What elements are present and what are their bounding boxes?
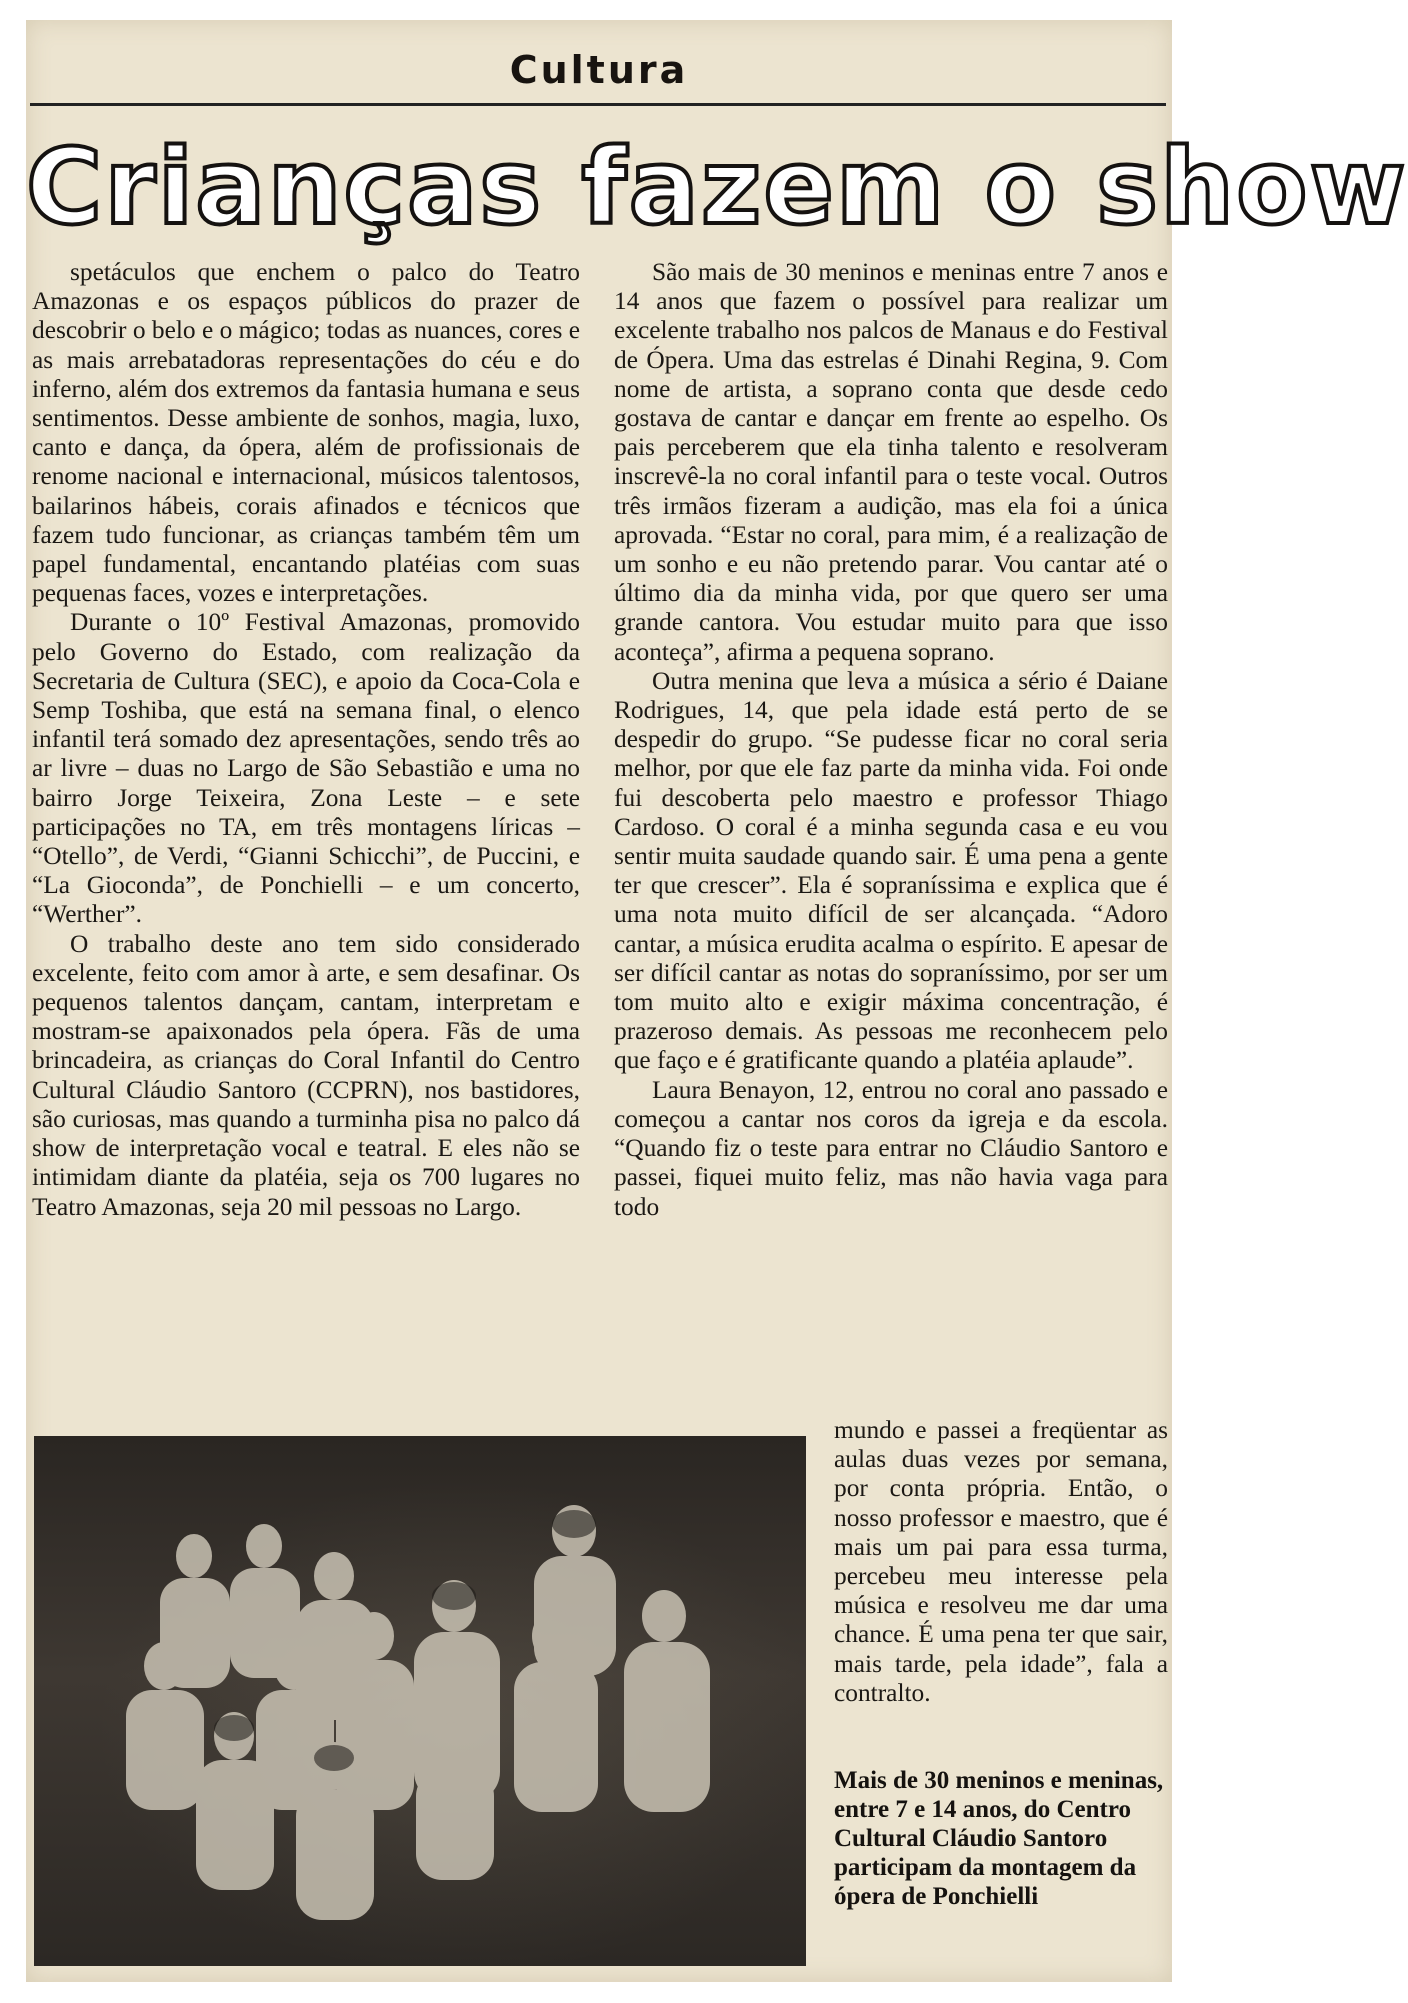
paragraph: Outra menina que leva a música a sério é Daiane Rodrigues, 14, que pela idade está perto de se despedir do grupo. “Se pudesse ficar no coral seria melhor, por que ele faz parte da minha vida. Foi onde fui descoberta pelo maestro e professor Thiago Cardoso. O coral é a minha segunda casa e eu vou sentir muita saudade quando sair. É uma pena a gente ter que crescer”. Ela é sopraníssima e explica que é uma nota muito difícil de ser alcançada. “Adoro cantar, a música erudita acalma o espírito. E apesar de ser difícil cantar as notas do sopraníssimo, por ser um tom muito alto e exigir máxima concentração, é prazeroso demais. As pessoas me reconhecem pelo que faço e é gratificante quando a platéia aplaude”. <box>614 666 1168 1075</box>
paragraph: Laura Benayon, 12, entrou no coral ano passado e começou a cantar nos coros da igreja e da escola. “Quando fiz o teste para entrar no Cláudio Santoro e passei, fiquei muito feliz, mas não havia vaga para todo <box>614 1075 1168 1221</box>
section-label: Cultura <box>509 48 689 92</box>
caption-text: Mais de 30 meninos e meninas, entre 7 e 14 anos, do Centro Cultural Cláudio Santoro participam da montagem da ópera de Ponchielli <box>834 1767 1164 1910</box>
headline: Crianças fazem o show <box>26 126 1408 248</box>
photo-caption <box>834 1766 1170 1911</box>
right-column <box>614 258 1168 1222</box>
newspaper-clipping <box>26 20 1408 1982</box>
paragraph: Durante o 10º Festival Amazonas, promovido pelo Governo do Estado, com realização da Secretaria de Cultura (SEC), e apoio da Coca-Cola e Semp Toshiba, que está na semana final, o elenco infantil terá somado dez apresentações, sendo três ao ar livre – duas no Largo de São Sebastião e uma no bairro Jorge Teixeira, Zona Leste – e sete participações no TA, em três montagens líricas – “Otello”, de Verdi, “Gianni Schicchi”, de Puccini, e “La Gioconda”, de Ponchielli – e um concerto, “Werther”. <box>32 608 580 929</box>
choir-photo <box>34 1436 806 1966</box>
left-column <box>32 258 580 1222</box>
right-column-continued <box>834 1416 1168 1708</box>
choir-figures <box>34 1436 806 1966</box>
section-rule <box>30 103 1166 106</box>
paragraph: São mais de 30 meninos e meninas entre 7 anos e 14 anos que fazem o possível para realizar um excelente trabalho nos palcos de Manaus e do Festival de Ópera. Uma das estrelas é Dinahi Regina, 9. Com nome de artista, a soprano conta que desde cedo gostava de cantar e dançar em frente ao espelho. Os pais perceberem que ela tinha talento e resolveram inscrevê-la no coral infantil para o teste vocal. Outros três irmãos fizeram a audição, mas ela foi a única aprovada. “Estar no coral, para mim, é a realização de um sonho e eu não pretendo parar. Vou cantar até o último dia da minha vida, por que quero ser uma grande cantora. Vou estudar muito para que isso aconteça”, afirma a pequena soprano. <box>614 258 1168 666</box>
paragraph: spetáculos que enchem o palco do Teatro Amazonas e os espaços públicos do prazer de descobrir o belo e o mágico; todas as nuances, cores e as mais arrebatadoras representações do céu e do inferno, além dos extremos da fantasia humana e seus sentimentos. Desse ambiente de sonhos, magia, luxo, canto e dança, da ópera, além de profissionais de renome nacional e internacional, músicos talentosos, bailarinos hábeis, corais afinados e técnicos que fazem tudo funcionar, as crianças também têm um papel fundamental, encantando platéias com suas pequenas faces, vozes e interpretações. <box>32 258 580 608</box>
paragraph: O trabalho deste ano tem sido considerado excelente, feito com amor à arte, e sem desafinar. Os pequenos talentos dançam, cantam, interpretam e mostram-se apaixonados pela ópera. Fãs de uma brincadeira, as crianças do Coral Infantil do Centro Cultural Cláudio Santoro (CCPRN), nos bastidores, são curiosas, mas quando a turminha pisa no palco dá show de interpretação vocal e teatral. E eles não se intimidam diante da platéia, seja os 700 lugares no Teatro Amazonas, seja 20 mil pessoas no Largo. <box>32 929 580 1221</box>
paragraph: mundo e passei a freqüentar as aulas duas vezes por semana, por conta própria. Então, o nosso professor e maestro, que é mais um pai para essa turma, percebeu meu interesse pela música e resolveu me dar uma chance. É uma pena ter que sair, mais tarde, pela idade”, fala a contralto. <box>834 1416 1168 1707</box>
